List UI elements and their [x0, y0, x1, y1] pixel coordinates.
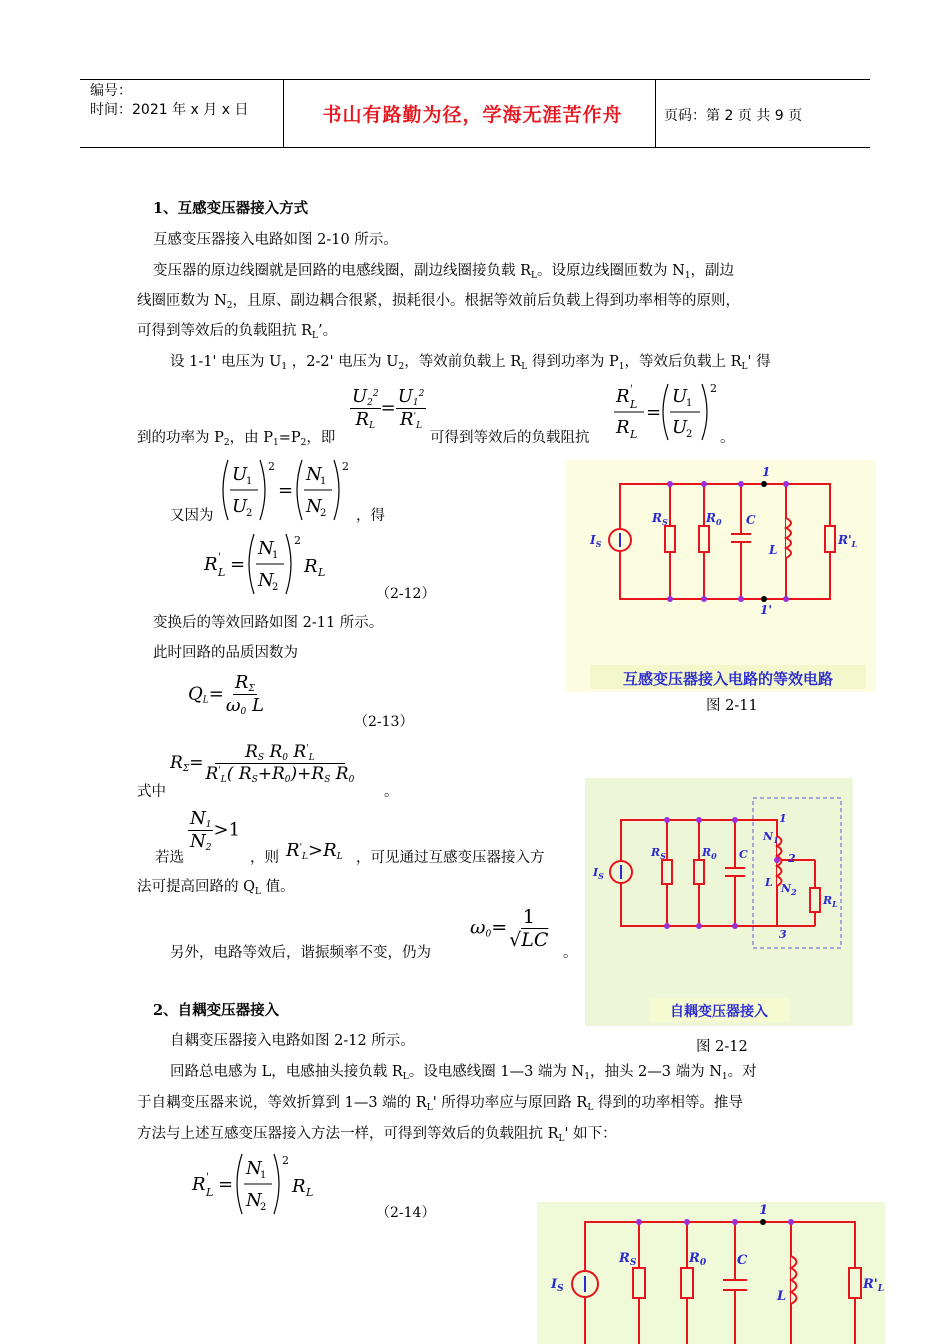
paragraph: 线圈匝数为 $N_2$，且原、副边耦合很紧，损耗很小。根据等效前后负载上得到功率相等的原则， [137, 293, 741, 311]
figure-caption: 图 2-12 [696, 1039, 748, 1055]
svg-text:R: R [192, 1174, 206, 1195]
svg-text:N: N [258, 538, 274, 559]
svg-text:N1: $N_1$ [763, 830, 779, 845]
svg-text:L: L [218, 566, 226, 579]
svg-text:R0: $R_0$ [706, 511, 722, 527]
header-meta [90, 82, 248, 120]
figure-2-11-circuit [566, 460, 876, 692]
svg-text:U: U [232, 496, 248, 517]
svg-text:1: 1 [320, 476, 327, 487]
equation-number: （2-14） [376, 1205, 436, 1221]
svg-text:R0: $R_0$ [702, 846, 717, 861]
paragraph: 变换后的等效回路如图 2-11 所示。 [153, 615, 384, 631]
svg-text:N: N [246, 1190, 262, 1211]
svg-text:1': 1' [760, 603, 773, 617]
page-info: 页码：第 2 页 共 9 页 [664, 108, 803, 124]
svg-text:C: C [737, 1253, 748, 1268]
svg-text:R: R [292, 1176, 306, 1197]
paragraph: 。 [720, 430, 735, 446]
svg-text:RS: $R_S$ [652, 511, 668, 527]
svg-text:R: R [304, 556, 318, 577]
svg-text:R: R [616, 386, 630, 407]
figure-2-12-circuit [585, 778, 853, 1026]
doc-time-label: 时间：2021 年 x 月 x 日 [90, 102, 249, 118]
svg-text:2: 2 [320, 508, 327, 519]
svg-text:RS: $R_S$ [651, 846, 666, 861]
svg-text:U: U [232, 464, 248, 485]
svg-text:N2: $N_2$ [781, 882, 797, 897]
svg-text:R0: $R_0$ [689, 1251, 707, 1268]
figure-2-12-banner: 自耦变压器接入 [670, 1004, 768, 1020]
svg-text:2: 2 [260, 1202, 267, 1213]
svg-text:RS: $R_S$ [619, 1251, 637, 1268]
paragraph: 法可提高回路的 $Q_L$ 值。 [137, 879, 295, 897]
svg-text:1: 1 [762, 465, 771, 479]
figure-2-11-banner: 互感变压器接入电路的等效电路 [622, 670, 834, 688]
paragraph: 设 1-1' 电压为 $U_1$ ，2-2' 电压为 $U_2$，等效前负载上 $R_L$ 得到功率为 $P_1$，等效后负载上 $R_L'$ 得 [170, 354, 771, 372]
svg-text:N: N [306, 496, 322, 517]
svg-text:L: L [777, 1289, 787, 1304]
paragraph: 方法与上述互感变压器接入方法一样，可得到等效后的负载阻抗 $R_L'$ 如下： [137, 1126, 617, 1144]
section2-heading: 2、自耦变压器接入 [153, 1002, 280, 1019]
svg-text:2: 2 [282, 1154, 289, 1167]
formula-ratio-condition: $\frac{N_1}{N_2}$ >1 [190, 808, 241, 853]
svg-text:L: L [630, 398, 638, 411]
svg-text:': ' [206, 1172, 209, 1183]
formula-load-compare: $R'_L>R_L$ [286, 840, 343, 862]
svg-text:2: 2 [272, 582, 279, 593]
svg-text:R'L: $R'_L$ [863, 1277, 885, 1294]
svg-text:L: L [765, 876, 773, 889]
formula-2-13: $Q_L=$ $\frac{R_\Sigma}{\omega_0 L}$ [188, 672, 264, 717]
svg-text:U: U [672, 417, 688, 438]
svg-text:L: L [306, 1186, 314, 1199]
formula-turns-ratio [218, 456, 358, 526]
formula-load-ratio [610, 378, 725, 448]
paragraph: 自耦变压器接入电路如图 2-12 所示。 [170, 1033, 415, 1049]
svg-text:RL: $R_L$ [823, 894, 838, 909]
doc-number-label: 编号： [90, 83, 132, 99]
paragraph: 回路总电感为 L，电感抽头接负载 $R_L$。设电感线圈 1—3 端为 $N_1$，抽头 2—3 端为 $N_1$。对 [170, 1064, 757, 1082]
svg-text:3: 3 [779, 928, 787, 941]
svg-text:IS: $I_S$ [551, 1277, 564, 1294]
paragraph: ，得 [356, 508, 385, 524]
paragraph: ，可见通过互感变压器接入方 [356, 850, 545, 866]
svg-text:2: 2 [686, 429, 693, 440]
equation-number: （2-12） [376, 586, 436, 602]
svg-text:2: 2 [268, 460, 275, 473]
svg-text:N: N [246, 1158, 262, 1179]
svg-text:L: L [769, 543, 778, 557]
svg-text:IS: $I_S$ [590, 533, 602, 549]
section1-heading: 1、互感变压器接入方式 [153, 200, 309, 217]
svg-text:2: 2 [342, 460, 349, 473]
svg-text:2: 2 [246, 508, 253, 519]
svg-text:1: 1 [272, 550, 279, 561]
paragraph: 此时回路的品质因数为 [153, 645, 298, 661]
svg-text:L: L [206, 1186, 214, 1199]
svg-text:2: 2 [710, 382, 717, 395]
paragraph: 于自耦变压器来说，等效折算到 1—3 端的 $R_L'$ 所得功率应与原回路 $R_L$ 得到的功率相等。推导 [137, 1095, 743, 1113]
svg-text:': ' [218, 552, 221, 563]
header-divider [283, 80, 284, 147]
header-top-rule [80, 79, 870, 80]
svg-text:U: U [672, 386, 688, 407]
svg-text:R: R [204, 554, 218, 575]
svg-text:N: N [258, 570, 274, 591]
formula-resonance: $\omega_0=$ $\frac{1}{√LC}$ [470, 906, 549, 951]
paragraph: 变压器的原边线圈就是回路的电感线圈，副边线圈接负载 $R_L$。设原边线圈匝数为 $N_1$，副边 [153, 263, 735, 281]
svg-text:1: 1 [260, 1170, 267, 1181]
paragraph: 可得到等效后的负载阻抗 $R_L$’。 [137, 323, 338, 341]
header-divider [655, 80, 656, 147]
header-motto: 书山有路勤为径，学海无涯苦作舟 [322, 104, 623, 126]
equation-number: （2-13） [354, 714, 414, 730]
paragraph: 若选 [155, 850, 184, 866]
paragraph: 。 [563, 945, 578, 961]
svg-text:IS: $I_S$ [593, 866, 604, 881]
formula-r-sigma: $R_\Sigma=$ $\frac{R_S R_0 R'_L}{R'_L( R_S+R_0)+R_S R_0}$ [170, 742, 355, 785]
formula-2-14 [188, 1150, 328, 1220]
paragraph: 。 [384, 784, 399, 800]
svg-text:L: L [630, 428, 638, 441]
svg-text:R: R [616, 417, 630, 438]
svg-text:L: L [318, 566, 326, 579]
svg-text:1: 1 [759, 1203, 769, 1218]
paragraph: 另外，电路等效后，谐振频率不变，仍为 [170, 945, 431, 961]
svg-text:1: 1 [246, 476, 253, 487]
svg-text:=: = [230, 554, 246, 575]
svg-text:=: = [218, 1174, 234, 1195]
svg-text:1: 1 [686, 398, 693, 409]
svg-text:C: C [739, 848, 748, 861]
paragraph: 互感变压器接入电路如图 2-10 所示。 [153, 232, 398, 248]
paragraph: 式中 [137, 784, 166, 800]
formula-power-equality: $\frac{U_2^2}{R_L}$ = $\frac{U_1^2}{R'_L}$ [352, 386, 425, 431]
figure-2-13-circuit [537, 1202, 885, 1344]
svg-text:R'L: $R'_L$ [838, 533, 858, 549]
svg-text:': ' [630, 384, 633, 395]
header-bottom-rule [80, 147, 870, 148]
formula-2-12 [200, 530, 340, 600]
paragraph: ，则 [250, 850, 279, 866]
svg-text:=: = [646, 402, 662, 423]
svg-text:=: = [278, 480, 294, 501]
svg-text:2: 2 [294, 534, 301, 547]
svg-text:2: 2 [788, 852, 796, 865]
svg-text:1: 1 [779, 812, 787, 825]
figure-caption: 图 2-11 [706, 698, 758, 714]
svg-text:N: N [306, 464, 322, 485]
svg-text:C: C [746, 513, 756, 527]
paragraph: 可得到等效后的负载阻抗 [430, 430, 590, 446]
paragraph: 又因为 [170, 508, 214, 524]
paragraph: 到的功率为 $P_2$，由 $P_1=P_2$，即 [137, 430, 336, 448]
